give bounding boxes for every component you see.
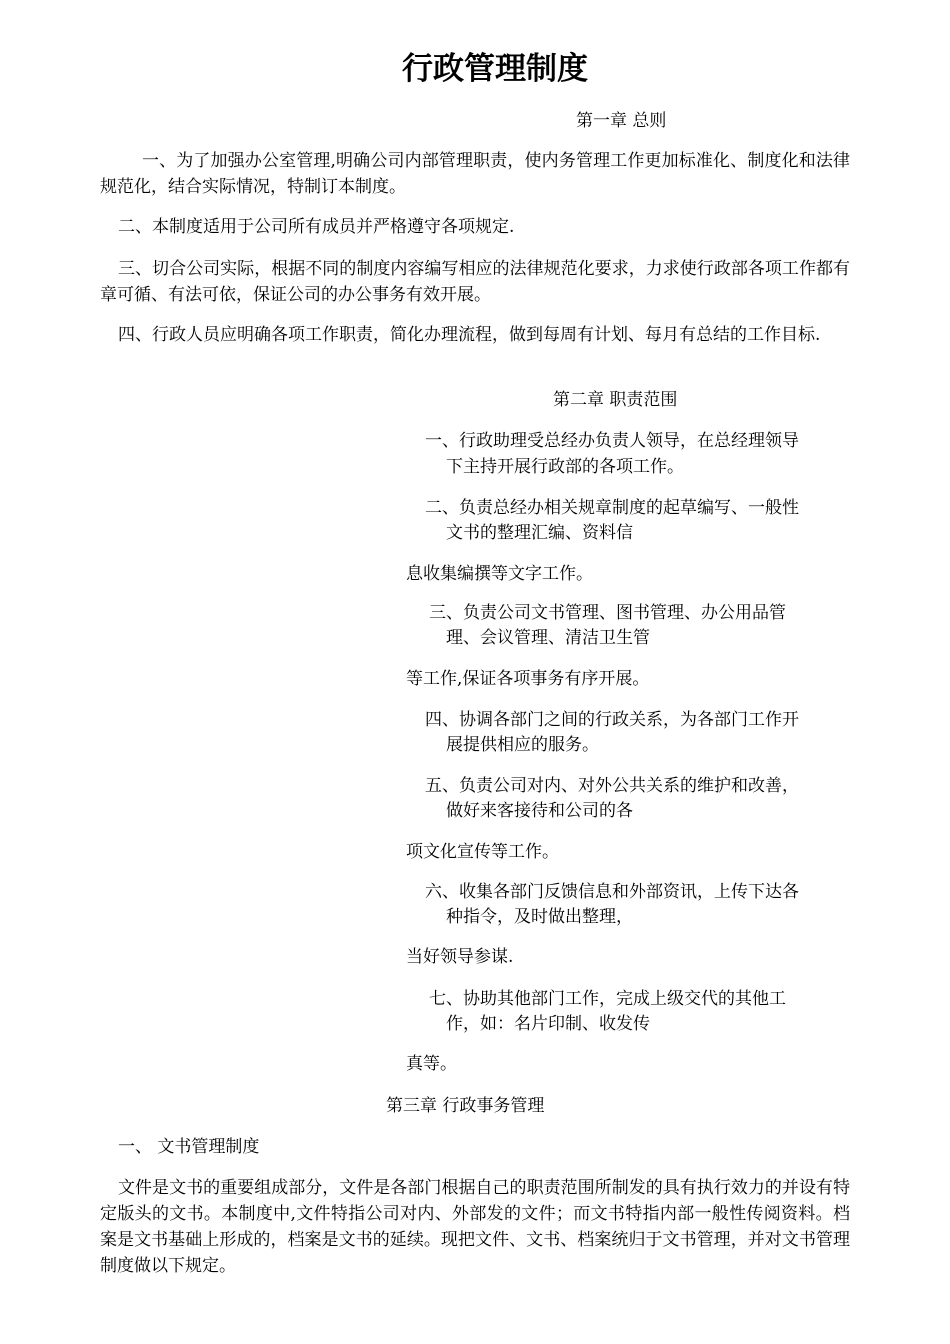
- chapter3-section-heading: 一、 文书管理制度: [118, 1137, 260, 1157]
- chapter3-heading: 第三章 行政事务管理: [386, 1096, 545, 1116]
- duty-item-line: 一、行政助理受总经办负责人领导，在总经理领导: [425, 431, 799, 451]
- document-title: 行政管理制度: [402, 51, 588, 87]
- chapter1-paragraph-3: 三、切合公司实际，根据不同的制度内容编写相应的法律规范化要求，力求使行政部各项工作都有章可循、有法可依，保证公司的办公事务有效开展。: [100, 259, 850, 305]
- duty-item-tail: 当好领导参谋.: [406, 947, 514, 967]
- duty-item-tail: 真等。: [406, 1054, 457, 1074]
- chapter1-paragraph-4: 四、行政人员应明确各项工作职责，简化办理流程，做到每周有计划、每月有总结的工作目标.: [118, 325, 821, 345]
- duty-item-line: 做好来客接待和公司的各: [446, 801, 633, 821]
- duty-item-tail: 项文化宣传等工作。: [406, 842, 559, 862]
- duty-item-line: 下主持开展行政部的各项工作。: [446, 457, 684, 477]
- duty-item-line: 二、负责总经办相关规章制度的起草编写、一般性: [425, 498, 799, 518]
- chapter3-paragraph-1: 文件是文书的重要组成部分，文件是各部门根据自己的职责范围所制发的具有执行效力的并设有特定版头的文书。本制度中,文件特指公司对内、外部发的文件；而文书特指内部一般性传阅资料。档案是文书基础上形成的，档案是文书的延续。现把文件、文书、档案统归于文书管理，并对文书管理制度做以下规定。: [100, 1178, 850, 1276]
- chapter1-paragraph-1: 一、为了加强办公室管理,明确公司内部管理职责，使内务管理工作更加标准化、制度化和法律规范化，结合实际情况，特制订本制度。: [100, 151, 850, 197]
- duty-item-line: 七、协助其他部门工作，完成上级交代的其他工: [429, 989, 786, 1009]
- duty-item-line: 三、负责公司文书管理、图书管理、办公用品管: [429, 603, 786, 623]
- duty-item-tail: 息收集编撰等文字工作。: [406, 564, 593, 584]
- duty-item-line: 作，如：名片印制、收发传: [446, 1014, 650, 1034]
- duty-item-line: 六、收集各部门反馈信息和外部资讯，上传下达各: [425, 882, 799, 902]
- duty-item-line: 文书的整理汇编、资料信: [446, 523, 633, 543]
- duty-item-line: 五、负责公司对内、对外公共关系的维护和改善，: [425, 776, 799, 796]
- chapter2-heading: 第二章 职责范围: [553, 390, 678, 410]
- chapter1-heading: 第一章 总则: [576, 111, 667, 131]
- duty-item-line: 四、协调各部门之间的行政关系，为各部门工作开: [425, 710, 799, 730]
- duty-item-tail: 等工作,保证各项事务有序开展。: [406, 669, 650, 689]
- duty-item-line: 种指令，及时做出整理，: [446, 907, 633, 927]
- chapter1-paragraph-2: 二、本制度适用于公司所有成员并严格遵守各项规定.: [118, 217, 515, 237]
- duty-item-line: 展提供相应的服务。: [446, 735, 599, 755]
- duty-item-line: 理、会议管理、清洁卫生管: [446, 628, 650, 648]
